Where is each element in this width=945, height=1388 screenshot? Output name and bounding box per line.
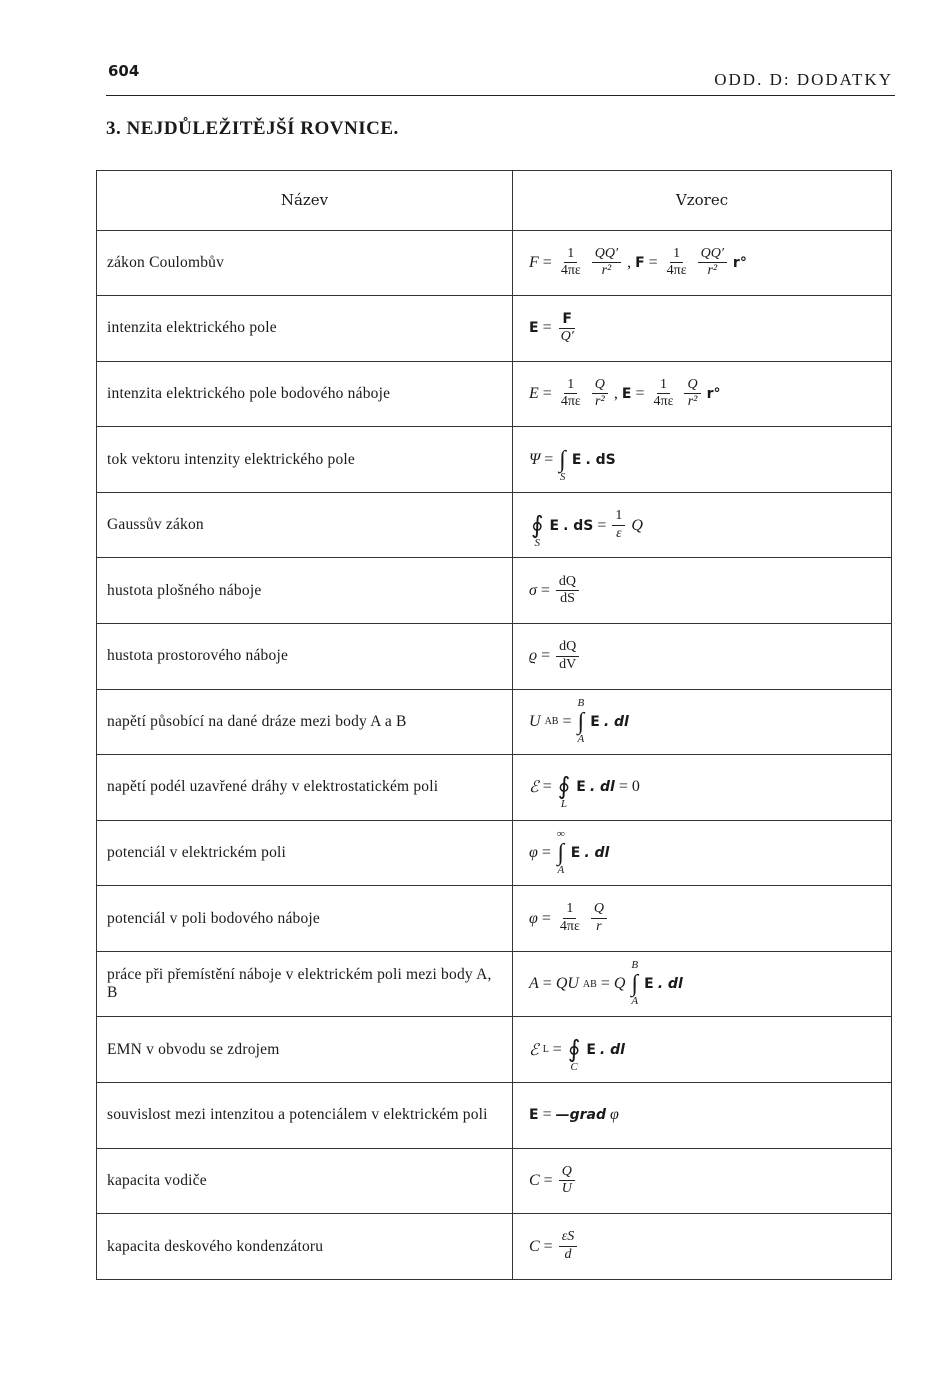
equation-formula: C = $\frac{Q}{U}$: [513, 1148, 892, 1214]
table-row: [97, 624, 892, 690]
equation-formula: E = —grad φ: [513, 1083, 892, 1149]
table-row: [97, 558, 892, 624]
equation-formula: φ = ∞ ∫ A E . dl: [513, 820, 892, 886]
equation-formula: ℰ L = ∮ C E . dl: [513, 1017, 892, 1083]
equation-name: hustota prostorového náboje: [97, 624, 513, 690]
table-row: [97, 427, 892, 493]
equation-name: potenciál v elektrickém poli: [97, 820, 513, 886]
equation-formula: F = $\frac{1}{4\pi\varepsilon}$ $\frac{QQ'}{\text{r²}}$ , F = $\frac{1}{4\pi\varepsilon}$ $\frac{QQ'}{\text{r²}}$ r°: [513, 230, 892, 296]
equation-name: intenzita elektrického pole bodového náboje: [97, 361, 513, 427]
table-row: [97, 689, 892, 755]
equation-name: hustota plošného náboje: [97, 558, 513, 624]
table-row: [97, 1083, 892, 1149]
equation-formula: ℰ = ∮ L E . dl = 0: [513, 755, 892, 821]
column-header-name: Název: [97, 171, 513, 231]
equation-name: kapacita vodiče: [97, 1148, 513, 1214]
table-row: [97, 1017, 892, 1083]
equation-name: Gaussův zákon: [97, 492, 513, 558]
column-header-formula: Vzorec: [513, 171, 892, 231]
equation-name: zákon Coulombův: [97, 230, 513, 296]
table-row: [97, 886, 892, 952]
equation-formula: ∮ S E . dS = $\frac{1}{\varepsilon}$ Q: [513, 492, 892, 558]
equation-formula: E = $\frac{1}{4\pi\varepsilon}$ $\frac{Q}{\text{r²}}$ , E = $\frac{1}{4\pi\varepsilon}$ $\frac{Q}{\text{r²}}$ r°: [513, 361, 892, 427]
equation-name: potenciál v poli bodového náboje: [97, 886, 513, 952]
header-rule: [106, 95, 895, 96]
equation-name: práce při přemístění náboje v elektrickém poli mezi body A, B: [97, 951, 513, 1017]
table-row: [97, 230, 892, 296]
table-header-row: [97, 171, 892, 231]
equation-formula: ϱ = $\frac{dQ}{dV}$: [513, 624, 892, 690]
table-row: [97, 755, 892, 821]
equation-name: intenzita elektrického pole: [97, 296, 513, 362]
equation-name: napětí podél uzavřené dráhy v elektrostatickém poli: [97, 755, 513, 821]
equation-formula: A = QU AB = Q B ∫ A E . dl: [513, 951, 892, 1017]
equation-formula: U AB = B ∫ A E . dl: [513, 689, 892, 755]
table-row: [97, 492, 892, 558]
table-row: [97, 1214, 892, 1280]
equation-name: souvislost mezi intenzitou a potenciálem v elektrickém poli: [97, 1083, 513, 1149]
equation-formula: E = $\frac{F}{Q'}$: [513, 296, 892, 362]
equations-table: [96, 170, 892, 1280]
equation-name: EMN v obvodu se zdrojem: [97, 1017, 513, 1083]
equation-formula: Ψ = ∫ S E . dS: [513, 427, 892, 493]
equation-name: kapacita deskového kondenzátoru: [97, 1214, 513, 1280]
equation-name: napětí působící na dané dráze mezi body A a B: [97, 689, 513, 755]
table-row: [97, 361, 892, 427]
equation-formula: φ = $\frac{1}{4\pi\varepsilon}$ $\frac{Q}{r}$: [513, 886, 892, 952]
table-row: [97, 296, 892, 362]
equation-name: tok vektoru intenzity elektrického pole: [97, 427, 513, 493]
table-row: [97, 951, 892, 1017]
table-row: [97, 1148, 892, 1214]
table-row: [97, 820, 892, 886]
page-number: 604: [108, 62, 140, 80]
running-head: ODD. D: DODATKY: [714, 70, 893, 89]
equation-formula: σ = $\frac{dQ}{dS}$: [513, 558, 892, 624]
equation-formula: C = $\frac{\varepsilon S}{d}$: [513, 1214, 892, 1280]
section-title: 3. NEJDŮLEŽITĚJŠÍ ROVNICE.: [106, 118, 399, 139]
